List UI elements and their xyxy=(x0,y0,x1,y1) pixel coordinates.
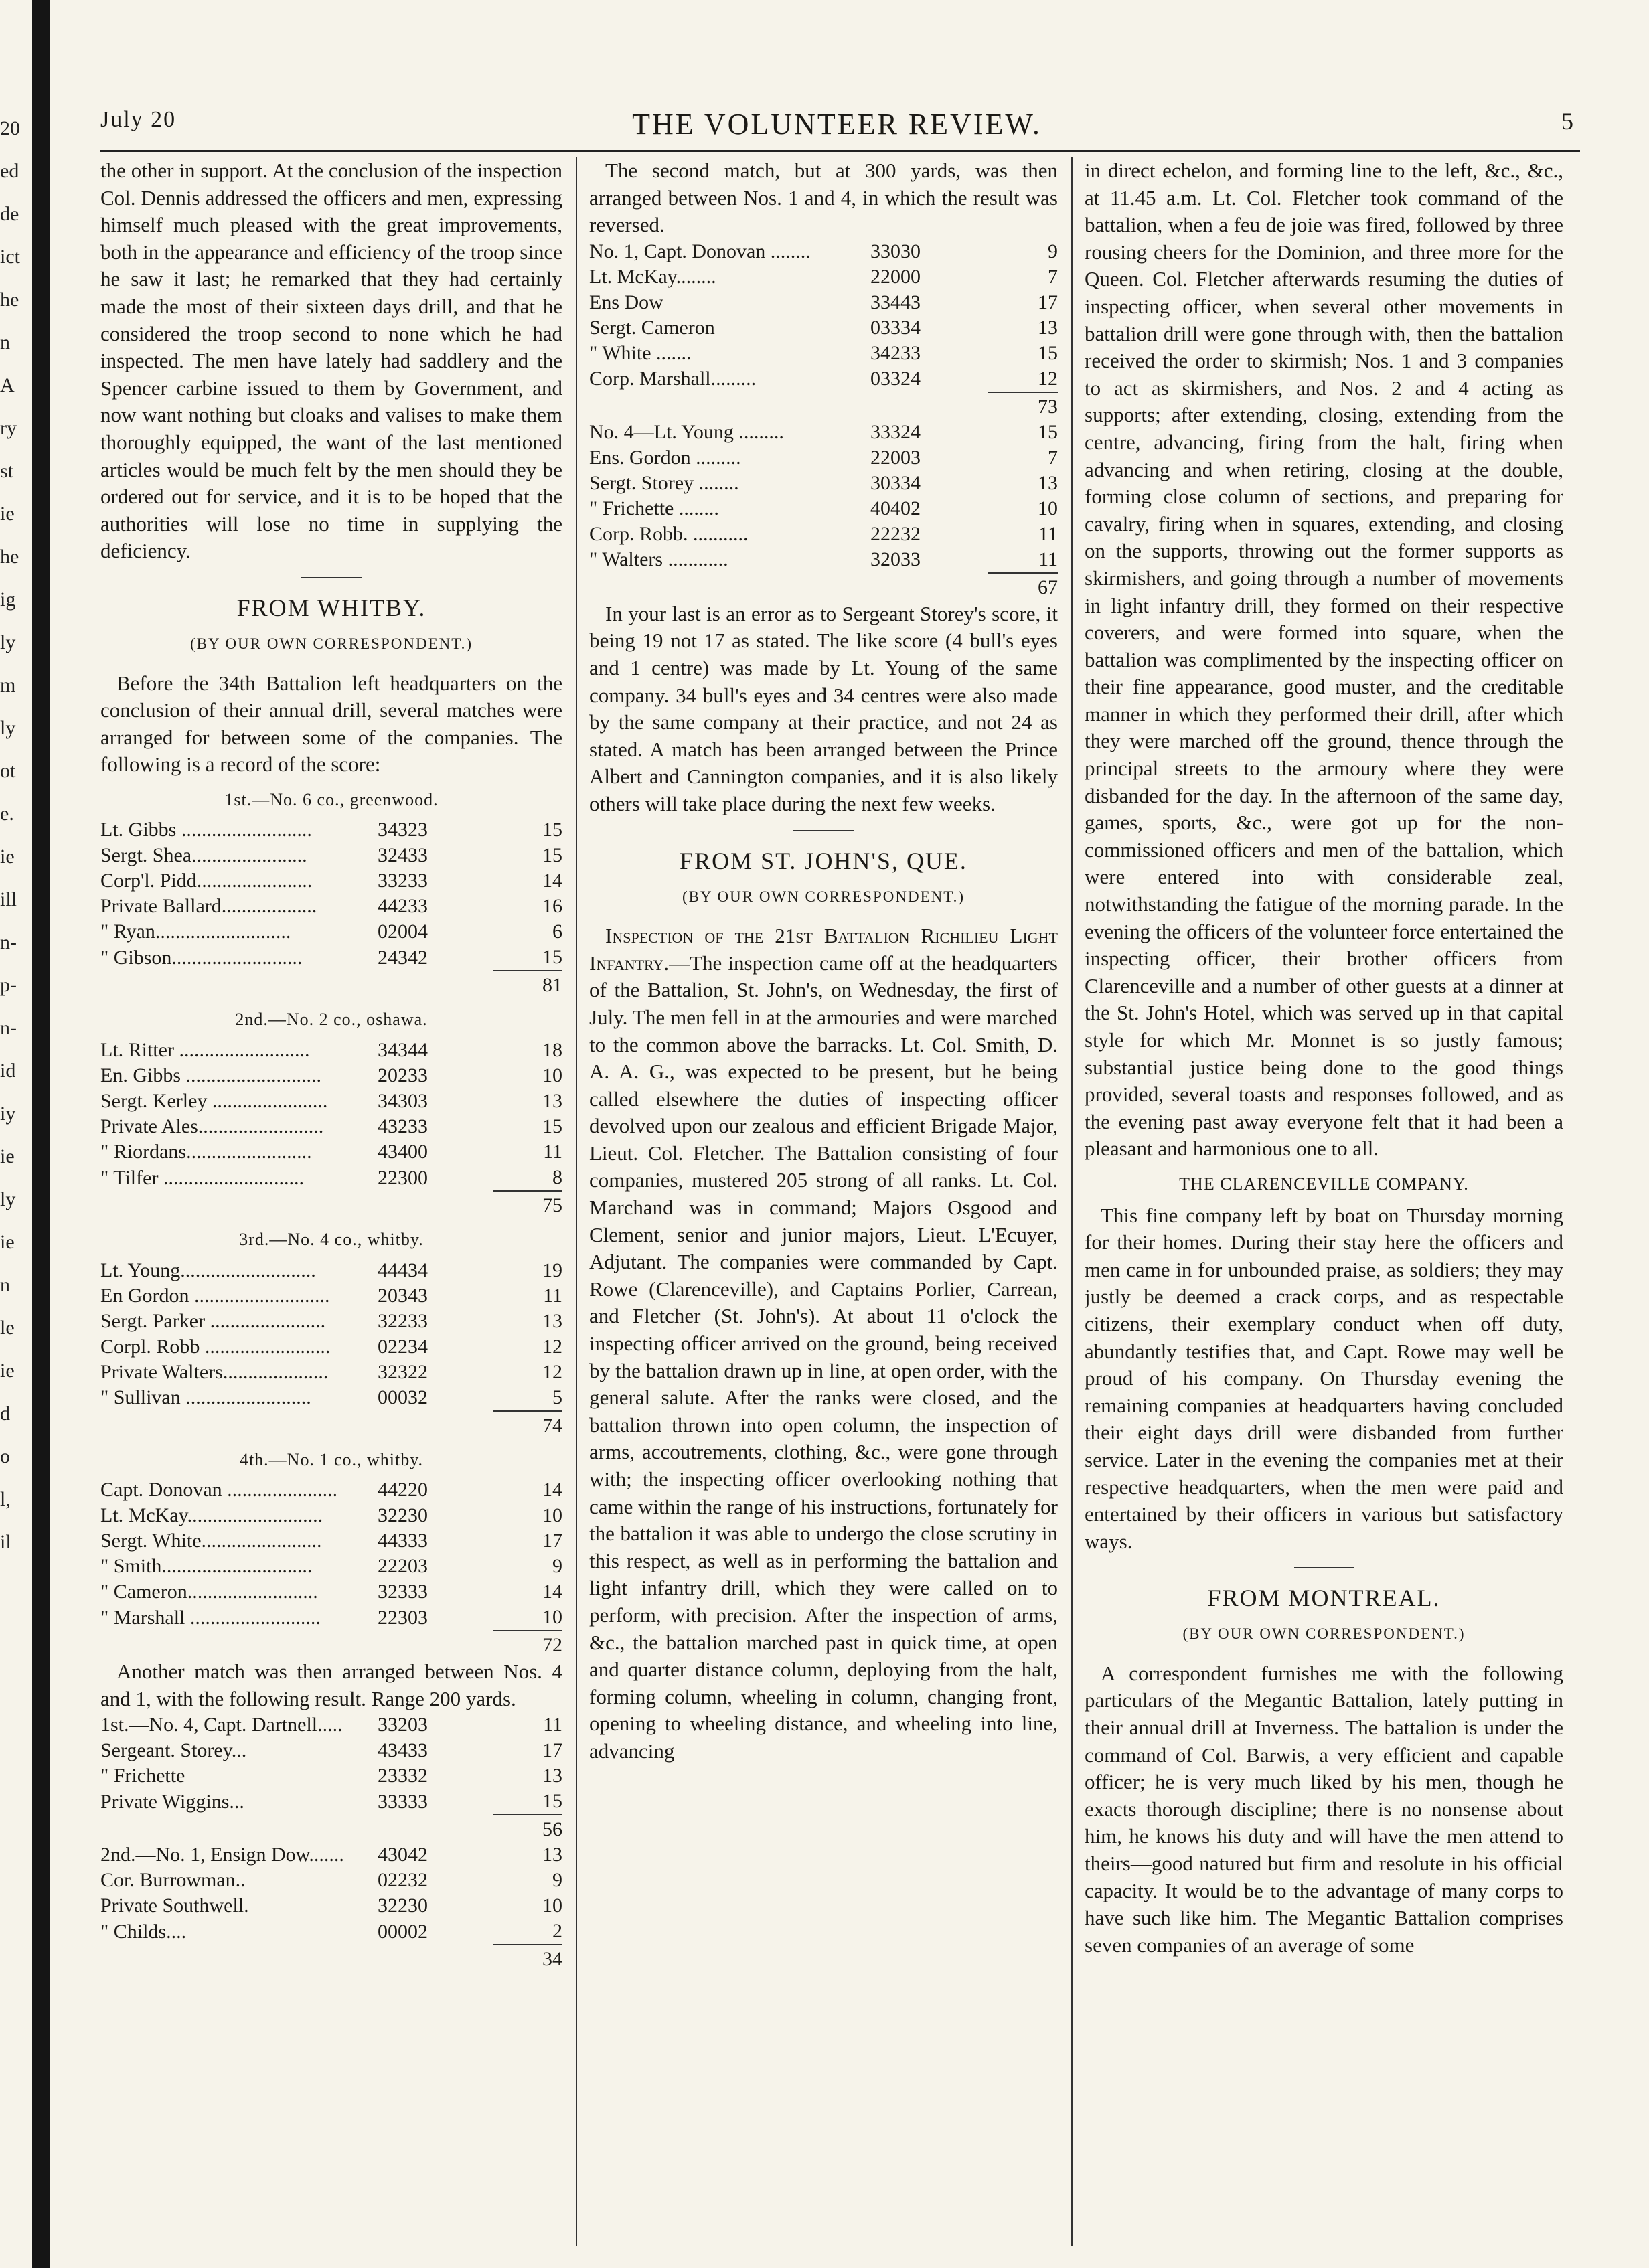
article-heading: FROM WHITBY. xyxy=(236,594,426,621)
header-title: THE VOLUNTEER REVIEW. xyxy=(632,108,1042,141)
score-table xyxy=(589,420,1058,600)
gutter-fragment: ie xyxy=(0,1231,15,1253)
shooter-name: Lt. Gibbs .......................... xyxy=(100,819,312,841)
shooter-name: Lt. McKay........................... xyxy=(100,1504,323,1527)
table-row xyxy=(100,1283,562,1309)
table-row xyxy=(589,521,1058,547)
gutter-fragment: iy xyxy=(0,1103,16,1125)
shot-sequence: 03324 xyxy=(870,368,921,390)
gutter-fragment: m xyxy=(0,674,16,696)
shot-sequence: 34323 xyxy=(378,819,428,841)
header-date: July 20 xyxy=(100,107,177,132)
gutter-fragment: id xyxy=(0,1060,16,1082)
shooter-name: En Gordon ........................... xyxy=(100,1284,330,1307)
shooter-name: " Walters ............ xyxy=(589,548,728,571)
table-row xyxy=(100,1088,562,1114)
shooter-name: Sergt. Parker ....................... xyxy=(100,1309,326,1332)
total-points: 56 xyxy=(493,1815,563,1842)
article-text: The second match, but at 300 yards, was then arranged between Nos. 1 and 4, in which the result was reversed. xyxy=(589,159,1058,237)
shot-sequence: 32322 xyxy=(378,1360,428,1383)
points: 15 xyxy=(542,819,562,841)
shooter-name: Ens Dow xyxy=(589,291,663,313)
points: 9 xyxy=(552,1555,562,1578)
gutter-fragment: he xyxy=(0,289,19,311)
table-row xyxy=(589,366,1058,392)
points: 15 xyxy=(1038,341,1058,364)
table-row xyxy=(100,1038,562,1063)
score-table xyxy=(100,1258,562,1439)
points: 12 xyxy=(1038,367,1058,390)
table-row xyxy=(589,547,1058,573)
points: 14 xyxy=(542,1479,562,1502)
points: 15 xyxy=(542,1115,562,1138)
points: 16 xyxy=(542,895,562,918)
total-row xyxy=(100,1815,562,1842)
shot-sequence: 33324 xyxy=(870,420,921,443)
total-points: 34 xyxy=(493,1945,563,1972)
table-row xyxy=(100,1738,562,1763)
shot-sequence: 44333 xyxy=(378,1530,428,1552)
shooter-name: " Frichette xyxy=(100,1765,185,1787)
shot-sequence: 43433 xyxy=(378,1739,428,1762)
gutter-fragment: n xyxy=(0,331,10,353)
shooter-name: Corpl. Robb ......................... xyxy=(100,1335,331,1358)
shot-sequence: 23332 xyxy=(378,1765,428,1787)
shot-sequence: 02232 xyxy=(378,1869,428,1892)
gutter-fragment: n xyxy=(0,1274,10,1296)
table-row xyxy=(100,1893,562,1919)
points: 13 xyxy=(542,1090,562,1113)
article-text: the other in support. At the conclusion of the inspection Col. Dennis addressed the officers and men, expressing himself much pleased with the great improvements, both in the appearance and efficiency of the troop since he saw it last; he remarked that they had certainly made the most of their sixteen days drill, and that he considered the troop second to none which he had inspected. The men have lately had saddlery and the Spencer carbine issued to them by Government, and now want nothing but cloaks and valises to make them thoroughly equipped, the want of the last mentioned articles would be much felt by the men should they be ordered out for service, and it is to be hoped that the authorities will lose no time in supplying the deficiency. xyxy=(100,159,562,563)
gutter-fragment: ie xyxy=(0,1145,15,1167)
shooter-name: En. Gibbs ........................... xyxy=(100,1064,321,1087)
article-heading: FROM ST. JOHN'S, QUE. xyxy=(680,847,967,874)
spacer xyxy=(100,1631,493,1658)
gutter-fragment: de xyxy=(0,203,19,225)
gutter-fragment: il xyxy=(0,1531,11,1553)
shot-sequence: 33030 xyxy=(870,240,921,262)
points: 7 xyxy=(1048,446,1058,469)
gutter-fragment: ig xyxy=(0,588,16,611)
total-points: 81 xyxy=(493,971,563,998)
shot-sequence: 22300 xyxy=(378,1166,428,1189)
shot-sequence: 32433 xyxy=(378,844,428,867)
table-row xyxy=(589,315,1058,341)
table-row xyxy=(100,1919,562,1945)
shot-sequence: 22232 xyxy=(870,522,921,545)
table-row xyxy=(589,471,1058,496)
gutter-fragment: 20 xyxy=(0,117,20,139)
shooter-name: " Sullivan ......................... xyxy=(100,1386,311,1409)
table-row xyxy=(100,894,562,919)
gutter-fragment: ly xyxy=(0,1188,16,1210)
gutter-fragment: ly xyxy=(0,717,16,739)
points: 10 xyxy=(1038,497,1058,519)
shot-sequence: 44233 xyxy=(378,895,428,918)
shot-sequence: 34303 xyxy=(378,1090,428,1113)
shooter-name: No. 1, Capt. Donovan ........ xyxy=(589,240,811,262)
table-row xyxy=(589,341,1058,366)
shot-sequence: 20233 xyxy=(378,1064,428,1087)
shot-sequence: 02004 xyxy=(378,920,428,943)
points: 13 xyxy=(1038,471,1058,494)
spacer xyxy=(100,1411,493,1439)
article-text: In your last is an error as to Sergeant Storey's score, it being 19 not 17 as stated. The like score (4 bull's eyes and 1 centre) was made by Lt. Young of the same company. 34 bull's eyes and 34 centres were also made by the same company at their practice, and not 24 as stated. A match has been arranged between the Prince Albert and Cannington companies, and it is also likely others will take place during the next few weeks. xyxy=(589,601,1058,815)
total-row xyxy=(100,971,562,998)
article-body: —The inspection came off at the headquarters of the Battalion, St. John's, on Wednesday, the first of July. The men fell in at the armouries and were marched to the common above the barracks. Lt. Col. Smith, D. A. A. G., was expected to be present, but he being called elsewhere the duties of inspecting officer devolved upon our zealous and efficient Brigade Major, Lieut. Col. Fletcher. The Battalion consisting of four companies, mustered 205 strong of all ranks. Lt. Col. Marchand was in command; Majors Osgood and Clement, senior and junior majors, Lieut. L'Ecuyer, Adjutant. The companies were commanded by Capt. Rowe (Clarenceville), and Captains Porlier, Carrean, and Fletcher (St. John's). At about 11 o'clock the inspecting officer arrived on the ground, being received by the battalion drawn up in line, at open order, with the general salute. After the ranks were closed, and the battalion thrown into open column, the inspection of arms, accoutrements, clothing, &c., were gone through with; the inspecting officer overlooking nothing that came within the range of his instructions, fortunately for the battalion it was able to undergo the close scrutiny in this respect, as well as in performing the battalion and light infantry drill, which they were called on to perform, with precision. After the inspection of arms, &c., the battalion marched past in quick time, at open and quarter distance column, deploying from the halt, forming column, wheeling in column, changing front, opening to wheeling distance, and wheeling into line, advancing xyxy=(589,951,1058,1763)
total-points: 72 xyxy=(493,1631,563,1658)
spacer xyxy=(100,1191,493,1218)
shooter-name: Private Ballard................... xyxy=(100,895,317,918)
divider xyxy=(793,830,854,831)
shot-sequence: 20343 xyxy=(378,1284,428,1307)
table-row xyxy=(589,496,1058,521)
shot-sequence: 22303 xyxy=(378,1606,428,1629)
shooter-name: Capt. Donovan ...................... xyxy=(100,1479,338,1502)
table-row xyxy=(100,1114,562,1139)
shooter-name: Sergeant. Storey... xyxy=(100,1739,247,1762)
team-heading: 3rd.—No. 4 co., whitby. xyxy=(239,1230,424,1250)
article-text xyxy=(589,922,1058,1765)
shooter-name: " Marshall .......................... xyxy=(100,1606,321,1629)
column-3 xyxy=(1085,157,1563,2246)
points: 14 xyxy=(542,1581,562,1603)
table-row xyxy=(100,1165,562,1191)
table-row xyxy=(100,919,562,945)
spacer xyxy=(100,1815,493,1842)
gutter-fragment: ict xyxy=(0,246,20,268)
points: 17 xyxy=(542,1530,562,1552)
total-row xyxy=(589,573,1058,600)
adjacent-page-fragments xyxy=(0,107,24,1564)
score-table xyxy=(100,1477,562,1658)
article-text: in direct echelon, and forming line to the left, &c., &c., at 11.45 a.m. Lt. Col. Fletcher took command of the battalion, when a feu de joie was fired, followed by three rousing cheers for the Dominion, and three more for the Queen. Col. Fletcher afterwards resuming the duties of inspecting officer, when several other movements in battalion drill were gone through with, then the battalion received the order to skirmish; Nos. 1 and 3 companies to act as skirmishers, and Nos. 2 and 4 acting as supports; after extending, closing, extending from the centre, advancing, firing from the halt, firing when advancing and when retiring, closing at the double, forming close column of sections, and preparing for cavalry, firing when in squares, extending, and closing on the supports, throwing out the former supports as skirmishers, and going through a number of movements in light infantry drill, they formed on their respective coverers, and were formed into square, when the battalion was complimented by the inspecting officer on their fine appearance, good muster, and the creditable manner in which they performed their drill, after which they were marched off the ground, thence through the principal streets to the armoury where they were disbanded for the day. In the afternoon of the same day, games, sports, &c., were got up for the non-commissioned officers and men of the battalion, which were entered into with considerable zeal, notwithstanding the fatigue of the morning parade. In the evening the officers of the volunteer force entertained the inspecting officer, their brother officers from Clarenceville and a number of other guests at a dinner at the St. John's Hotel, which was served up in that capital style for which Mr. Monnet is so justly famous; substantial justice being done to the good things provided, several toasts and responses followed, and as the evening past away everyone felt that it had been a pleasant and harmonious one to all. xyxy=(1085,159,1563,1161)
shooter-name: " Cameron.......................... xyxy=(100,1581,318,1603)
table-row xyxy=(100,1360,562,1385)
shooter-name: " Frichette ........ xyxy=(589,497,719,519)
gutter-fragment: o xyxy=(0,1445,10,1467)
shot-sequence: 32230 xyxy=(378,1894,428,1917)
score-table xyxy=(100,817,562,998)
table-row xyxy=(100,1605,562,1631)
article-text: A correspondent furnishes me with the following particulars of the Megantic Battalion, lately putting in their annual drill at Inverness. The battalion is under the command of Col. Barwis, a very efficient and capable officer; he is very much liked by his men, though he exacts thorough discipline; there is no nonsense about him, he knows his duty and will have the men attend to theirs—good natured but firm and resolute in his official capacity. It would be to the advantage of many corps to have such like him. The Megantic Battalion comprises seven companies of an average of some xyxy=(1085,1661,1563,1957)
shot-sequence: 44434 xyxy=(378,1259,428,1281)
score-table xyxy=(100,1842,562,1972)
shooter-name: Ens. Gordon ......... xyxy=(589,446,741,469)
points: 2 xyxy=(552,1920,562,1943)
gutter-fragment: ill xyxy=(0,888,17,910)
binding-shadow xyxy=(32,0,50,2268)
shot-sequence: 22000 xyxy=(870,265,921,288)
points: 19 xyxy=(542,1259,562,1281)
score-tables xyxy=(100,787,562,1658)
points: 13 xyxy=(1038,316,1058,339)
team-heading: 2nd.—No. 2 co., oshawa. xyxy=(235,1009,428,1030)
score-table xyxy=(589,239,1058,420)
points: 17 xyxy=(1038,291,1058,313)
gutter-fragment: d xyxy=(0,1402,10,1425)
column-rule xyxy=(576,157,577,2246)
table-row xyxy=(100,1258,562,1283)
gutter-fragment: n- xyxy=(0,931,17,953)
shooter-name: Private Ales......................... xyxy=(100,1115,324,1138)
gutter-fragment: st xyxy=(0,460,14,482)
shooter-name: " Riordans......................... xyxy=(100,1141,312,1163)
divider xyxy=(1294,1567,1354,1568)
table-row xyxy=(100,1712,562,1738)
spacer xyxy=(100,1945,493,1972)
shot-sequence: 32333 xyxy=(378,1581,428,1603)
gutter-fragment: ot xyxy=(0,760,16,782)
points: 18 xyxy=(542,1039,562,1062)
article-text: Another match was then arranged between Nos. 4 and 1, with the following result. Range 200 yards. xyxy=(100,1659,562,1710)
points: 13 xyxy=(542,1309,562,1332)
table-row xyxy=(100,1385,562,1411)
article-heading: FROM MONTREAL. xyxy=(1207,1585,1441,1612)
column-rule xyxy=(1071,157,1073,2246)
table-row xyxy=(100,1334,562,1360)
total-points: 75 xyxy=(493,1191,563,1218)
spacer xyxy=(100,971,493,998)
shot-sequence: 34344 xyxy=(378,1039,428,1062)
points: 15 xyxy=(542,1790,562,1813)
points: 10 xyxy=(542,1606,562,1629)
points: 11 xyxy=(543,1141,562,1163)
shooter-name: " Gibson.......................... xyxy=(100,946,303,969)
points: 10 xyxy=(542,1894,562,1917)
table-row xyxy=(589,445,1058,471)
shooter-name: Corp. Marshall......... xyxy=(589,368,757,390)
points: 11 xyxy=(1038,522,1058,545)
shot-sequence: 30334 xyxy=(870,471,921,494)
gutter-fragment: A xyxy=(0,374,15,396)
gutter-fragment: l, xyxy=(0,1488,11,1510)
column-1 xyxy=(100,157,562,2246)
table-row xyxy=(100,1063,562,1088)
table-row xyxy=(100,1477,562,1503)
points: 7 xyxy=(1048,265,1058,288)
points: 11 xyxy=(543,1284,562,1307)
score-tables-match-2 xyxy=(100,1712,562,1972)
table-row xyxy=(100,1842,562,1868)
points: 11 xyxy=(543,1714,562,1736)
shooter-name: Private Wiggins... xyxy=(100,1790,244,1813)
shooter-name: Sergt. Cameron xyxy=(589,316,715,339)
shooter-name: Corp'l. Pidd....................... xyxy=(100,870,313,892)
team-heading: 4th.—No. 1 co., whitby. xyxy=(239,1449,424,1469)
spacer xyxy=(589,573,988,600)
gutter-fragment: ie xyxy=(0,845,15,868)
gutter-fragment: ly xyxy=(0,631,16,653)
shot-sequence: 32033 xyxy=(870,548,921,571)
table-row xyxy=(100,1763,562,1789)
lead-in: Inspection of the 21st Battalion Richilieu Light Infantry. xyxy=(589,924,1058,975)
shot-sequence: 40402 xyxy=(870,497,921,519)
gutter-fragment: ie xyxy=(0,1360,15,1382)
shot-sequence: 43400 xyxy=(378,1141,428,1163)
shot-sequence: 34233 xyxy=(870,341,921,364)
shot-sequence: 33333 xyxy=(378,1790,428,1813)
article-text: This fine company left by boat on Thursday morning for their homes. During their stay here the officers and men came in for unbounded praise, as soldiers; they may justly be deemed a crack corps, and as respectable citizens, their exemplary conduct when off duty, abundantly testifies that, and Capt. Rowe may well be proud of his company. On Thursday evening the remaining companies at headquarters having concluded their eight days drill were disbanded from further service. Later in the evening the companies met at their respective headquarters, when the men were paid and entertained by their officers in various but satisfactory ways. xyxy=(1085,1203,1563,1553)
table-row xyxy=(100,817,562,843)
table-row xyxy=(100,1789,562,1815)
total-points: 73 xyxy=(988,392,1058,420)
total-row xyxy=(100,1945,562,1972)
points: 12 xyxy=(542,1360,562,1383)
subheading: THE CLARENCEVILLE COMPANY. xyxy=(1179,1173,1469,1194)
table-row xyxy=(100,1528,562,1554)
shooter-name: Lt. Ritter .......................... xyxy=(100,1039,310,1062)
points: 15 xyxy=(1038,420,1058,443)
table-row xyxy=(100,843,562,868)
table-row xyxy=(589,239,1058,264)
shooter-name: Lt. Young........................... xyxy=(100,1259,316,1281)
score-table xyxy=(100,1712,562,1842)
table-row xyxy=(100,1579,562,1605)
points: 14 xyxy=(542,870,562,892)
shot-sequence: 00002 xyxy=(378,1920,428,1943)
shooter-name: Lt. McKay........ xyxy=(589,265,716,288)
shooter-name: Sergt. Kerley ....................... xyxy=(100,1090,328,1113)
points: 12 xyxy=(542,1335,562,1358)
spacer xyxy=(589,392,988,420)
points: 13 xyxy=(542,1844,562,1866)
points: 9 xyxy=(1048,240,1058,262)
shooter-name: Cor. Burrowman.. xyxy=(100,1869,246,1892)
column-2 xyxy=(589,157,1058,2246)
byline: (BY OUR OWN CORRESPONDENT.) xyxy=(190,635,473,652)
shot-sequence: 03334 xyxy=(870,316,921,339)
table-row xyxy=(100,1139,562,1165)
shot-sequence: 32230 xyxy=(378,1504,428,1527)
total-points: 67 xyxy=(988,573,1058,600)
total-row xyxy=(100,1191,562,1218)
table-row xyxy=(100,945,562,971)
shooter-name: No. 4—Lt. Young ......... xyxy=(589,420,784,443)
byline: (BY OUR OWN CORRESPONDENT.) xyxy=(1182,1625,1466,1643)
points: 9 xyxy=(552,1869,562,1892)
gutter-fragment: le xyxy=(0,1317,15,1339)
shooter-name: Sergt. Storey ........ xyxy=(589,471,739,494)
points: 10 xyxy=(542,1064,562,1087)
points: 10 xyxy=(542,1504,562,1527)
points: 11 xyxy=(1038,548,1058,570)
shot-sequence: 22203 xyxy=(378,1555,428,1578)
total-row xyxy=(100,1631,562,1658)
gutter-fragment: n- xyxy=(0,1017,17,1039)
shot-sequence: 43042 xyxy=(378,1844,428,1866)
shot-sequence: 43233 xyxy=(378,1115,428,1138)
team-heading: 1st.—No. 6 co., greenwood. xyxy=(224,789,439,809)
gutter-fragment: p- xyxy=(0,974,17,996)
table-row xyxy=(589,290,1058,315)
table-row xyxy=(589,420,1058,445)
shot-sequence: 22003 xyxy=(870,446,921,469)
score-tables-match-3 xyxy=(589,239,1058,600)
shooter-name: " Childs.... xyxy=(100,1920,187,1943)
article-text: Before the 34th Battalion left headquarters on the conclusion of their annual drill, several matches were arranged for between some of the companies. The following is a record of the score: xyxy=(100,671,562,777)
divider xyxy=(301,577,362,578)
table-row xyxy=(100,1554,562,1579)
shooter-name: Sergt. Shea....................... xyxy=(100,844,307,867)
points: 13 xyxy=(542,1765,562,1787)
gutter-fragment: e. xyxy=(0,803,14,825)
shooter-name: Private Walters..................... xyxy=(100,1360,329,1383)
shot-sequence: 24342 xyxy=(378,946,428,969)
points: 8 xyxy=(552,1166,562,1189)
shot-sequence: 44220 xyxy=(378,1479,428,1502)
gutter-fragment: ry xyxy=(0,417,17,439)
table-row xyxy=(100,1309,562,1334)
shooter-name: " Smith.............................. xyxy=(100,1555,313,1578)
shooter-name: 1st.—No. 4, Capt. Dartnell..... xyxy=(100,1714,343,1736)
page-header xyxy=(100,107,1573,147)
table-row xyxy=(100,1503,562,1528)
points: 15 xyxy=(542,844,562,867)
shooter-name: " Tilfer ............................ xyxy=(100,1166,304,1189)
shot-sequence: 33233 xyxy=(378,870,428,892)
points: 17 xyxy=(542,1739,562,1762)
page-number: 5 xyxy=(1561,108,1573,135)
shooter-name: Corp. Robb. ........... xyxy=(589,522,749,545)
points: 15 xyxy=(542,946,562,969)
points: 5 xyxy=(552,1386,562,1408)
total-row xyxy=(589,392,1058,420)
shot-sequence: 32233 xyxy=(378,1309,428,1332)
gutter-fragment: he xyxy=(0,546,19,568)
shooter-name: " Ryan........................... xyxy=(100,920,291,943)
shooter-name: 2nd.—No. 1, Ensign Dow....... xyxy=(100,1844,344,1866)
byline: (BY OUR OWN CORRESPONDENT.) xyxy=(682,888,965,905)
table-row xyxy=(100,868,562,894)
shot-sequence: 02234 xyxy=(378,1335,428,1358)
table-row xyxy=(589,264,1058,290)
shot-sequence: 33443 xyxy=(870,291,921,313)
total-row xyxy=(100,1411,562,1439)
table-row xyxy=(100,1868,562,1893)
score-table xyxy=(100,1038,562,1218)
shooter-name: " White ....... xyxy=(589,341,692,364)
header-rule xyxy=(100,150,1580,152)
shot-sequence: 00032 xyxy=(378,1386,428,1409)
shot-sequence: 33203 xyxy=(378,1714,428,1736)
gutter-fragment: ie xyxy=(0,503,15,525)
total-points: 74 xyxy=(493,1411,563,1439)
gutter-fragment: ed xyxy=(0,160,19,182)
shooter-name: Private Southwell. xyxy=(100,1894,249,1917)
points: 6 xyxy=(552,920,562,943)
shooter-name: Sergt. White........................ xyxy=(100,1530,322,1552)
